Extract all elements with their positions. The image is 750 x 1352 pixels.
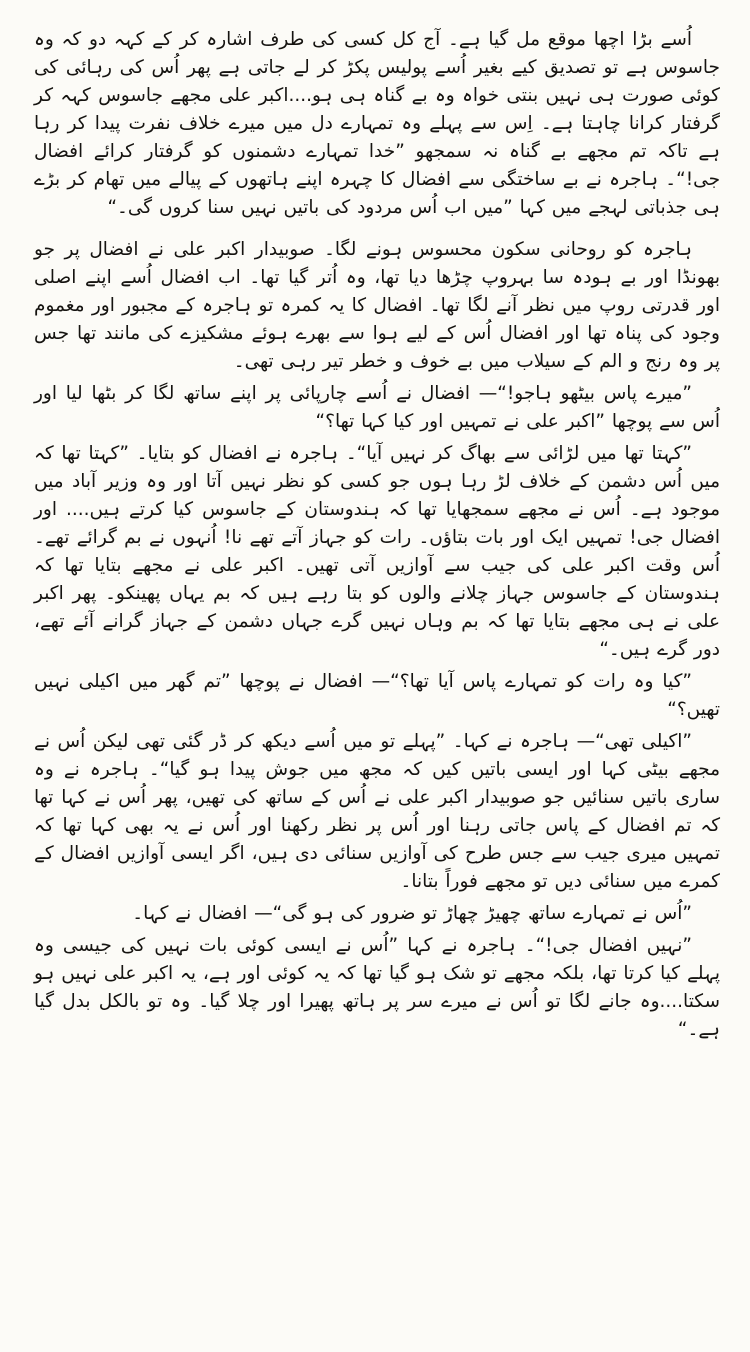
paragraph: ”نہیں افضال جی!“۔ ہاجرہ نے کہا ”اُس نے ایسی کوئی بات نہیں کی جیسی وہ پہلے کیا کرتا تھا، بلکہ مجھے تو شک ہو گیا تھا کہ یہ کوئی اور ہے، یہ اکبر علی نہیں ہو سکتا....وہ جانے لگا تو اُس نے میرے سر پر ہاتھ پھیرا اور چلا گیا۔ وہ تو بالکل بدل گیا ہے۔“ <box>34 935 720 1040</box>
paragraph: ”اکیلی تھی“— ہاجرہ نے کہا۔ ”پہلے تو میں اُسے دیکھ کر ڈر گئی تھی لیکن اُس نے مجھے بیٹی کہا اور ایسی باتیں کیں کہ مجھ میں جوش پیدا ہو گیا“۔ ہاجرہ نے وہ ساری باتیں سنائیں جو صوبیدار اکبر علی نے اُس کے ساتھ کی تھیں، پھر اُس نے کہا تھا کہ تم افضال کے پاس جاتی رہنا اور اُس پر نظر رکھنا اور اُس نے یہ بھی کہا تھا کہ تمہیں میری جیب سے جس طرح کی آوازیں سنائی دی ہیں، اگر ایسی آوازیں افضال کے کمرے میں سنائی دیں تو مجھے فوراً بتانا۔ <box>34 731 720 892</box>
paragraph: ”میرے پاس بیٹھو ہاجو!“— افضال نے اُسے چارپائی پر اپنے ساتھ لگا کر بٹھا لیا اور اُس سے پوچھا ”اکبر علی نے تمہیں اور کیا کہا تھا؟“ <box>34 383 720 432</box>
urdu-text-block <box>34 26 720 1044</box>
paragraph: اُسے بڑا اچھا موقع مل گیا ہے۔ آج کل کسی کی طرف اشارہ کر کے کہہ دو کہ وہ جاسوس ہے تو تصدیق کیے بغیر اُسے پولیس پکڑ کر لے جاتی ہے پھر اُس کی رہائی کی کوئی صورت ہی نہیں بنتی خواہ وہ بے گناہ ہی ہو....اکبر علی مجھے جاسوس کہہ کر گرفتار کرانا چاہتا ہے۔ اِس سے پہلے وہ تمہارے دل میں میرے خلاف نفرت پیدا کر رہا ہے تاکہ تم مجھے بے گناہ نہ سمجھو ”خدا تمہارے دشمنوں کو گرفتار کرائے افضال جی!“۔ ہاجرہ نے بے ساختگی سے افضال کا چہرہ اپنے ہاتھوں کے پیالے میں تھام کر بڑے ہی جذباتی لہجے میں کہا ”میں اب اُس مردود کی باتیں نہیں سنا کروں گی۔“ <box>34 29 720 218</box>
paragraph: ”کہتا تھا میں لڑائی سے بھاگ کر نہیں آیا“۔ ہاجرہ نے افضال کو بتایا۔ ”کہتا تھا کہ میں اُس دشمن کے خلاف لڑ رہا ہوں جو کسی کو نظر نہیں آتا اور وہ وزیر آباد میں موجود ہے۔ اُس نے مجھے سمجھایا تھا کہ ہندوستان کے جاسوس کیا کرتے ہیں.... اور افضال جی! تمہیں ایک اور بات بتاؤں۔ رات کو جہاز آتے تھے نا! اُنہوں نے بم گرائے تھے۔ اُس وقت اکبر علی کی جیب سے آوازیں آتی تھیں۔ اکبر علی نے مجھے بتایا تھا کہ ہندوستان کے جاسوس جہاز چلانے والوں کو بتا رہے ہیں کہ بم یہاں پھینکو۔ پھر اکبر علی نے ہی مجھے بتایا تھا کہ بم وہاں نہیں گرے جہاں دشمن کے جہاز گرانے آئے تھے، دور گرے ہیں۔“ <box>34 443 720 660</box>
paragraph: ”اُس نے تمہارے ساتھ چھیڑ چھاڑ تو ضرور کی ہو گی“— افضال نے کہا۔ <box>132 903 692 924</box>
paragraph: ہاجرہ کو روحانی سکون محسوس ہونے لگا۔ صوبیدار اکبر علی نے افضال پر جو بھونڈا اور بے ہودہ سا بہروپ چڑھا دیا تھا، وہ اُتر گیا تھا۔ اب افضال اُسے اپنے اصلی اور قدرتی روپ میں نظر آنے لگا تھا۔ افضال کا یہ کمرہ تو ہاجرہ کے مجبور اور مغموم وجود کی پناہ تھا اور افضال اُس کے لیے ہوا سے بھرے ہوئے مشکیزے کی مانند تھا جس پر وہ رنج و الم کے سیلاب میں بے خوف و خطر تیر رہی تھی۔ <box>34 239 720 372</box>
paragraph: ”کیا وہ رات کو تمہارے پاس آیا تھا؟“— افضال نے پوچھا ”تم گھر میں اکیلی نہیں تھیں؟“ <box>34 671 720 720</box>
